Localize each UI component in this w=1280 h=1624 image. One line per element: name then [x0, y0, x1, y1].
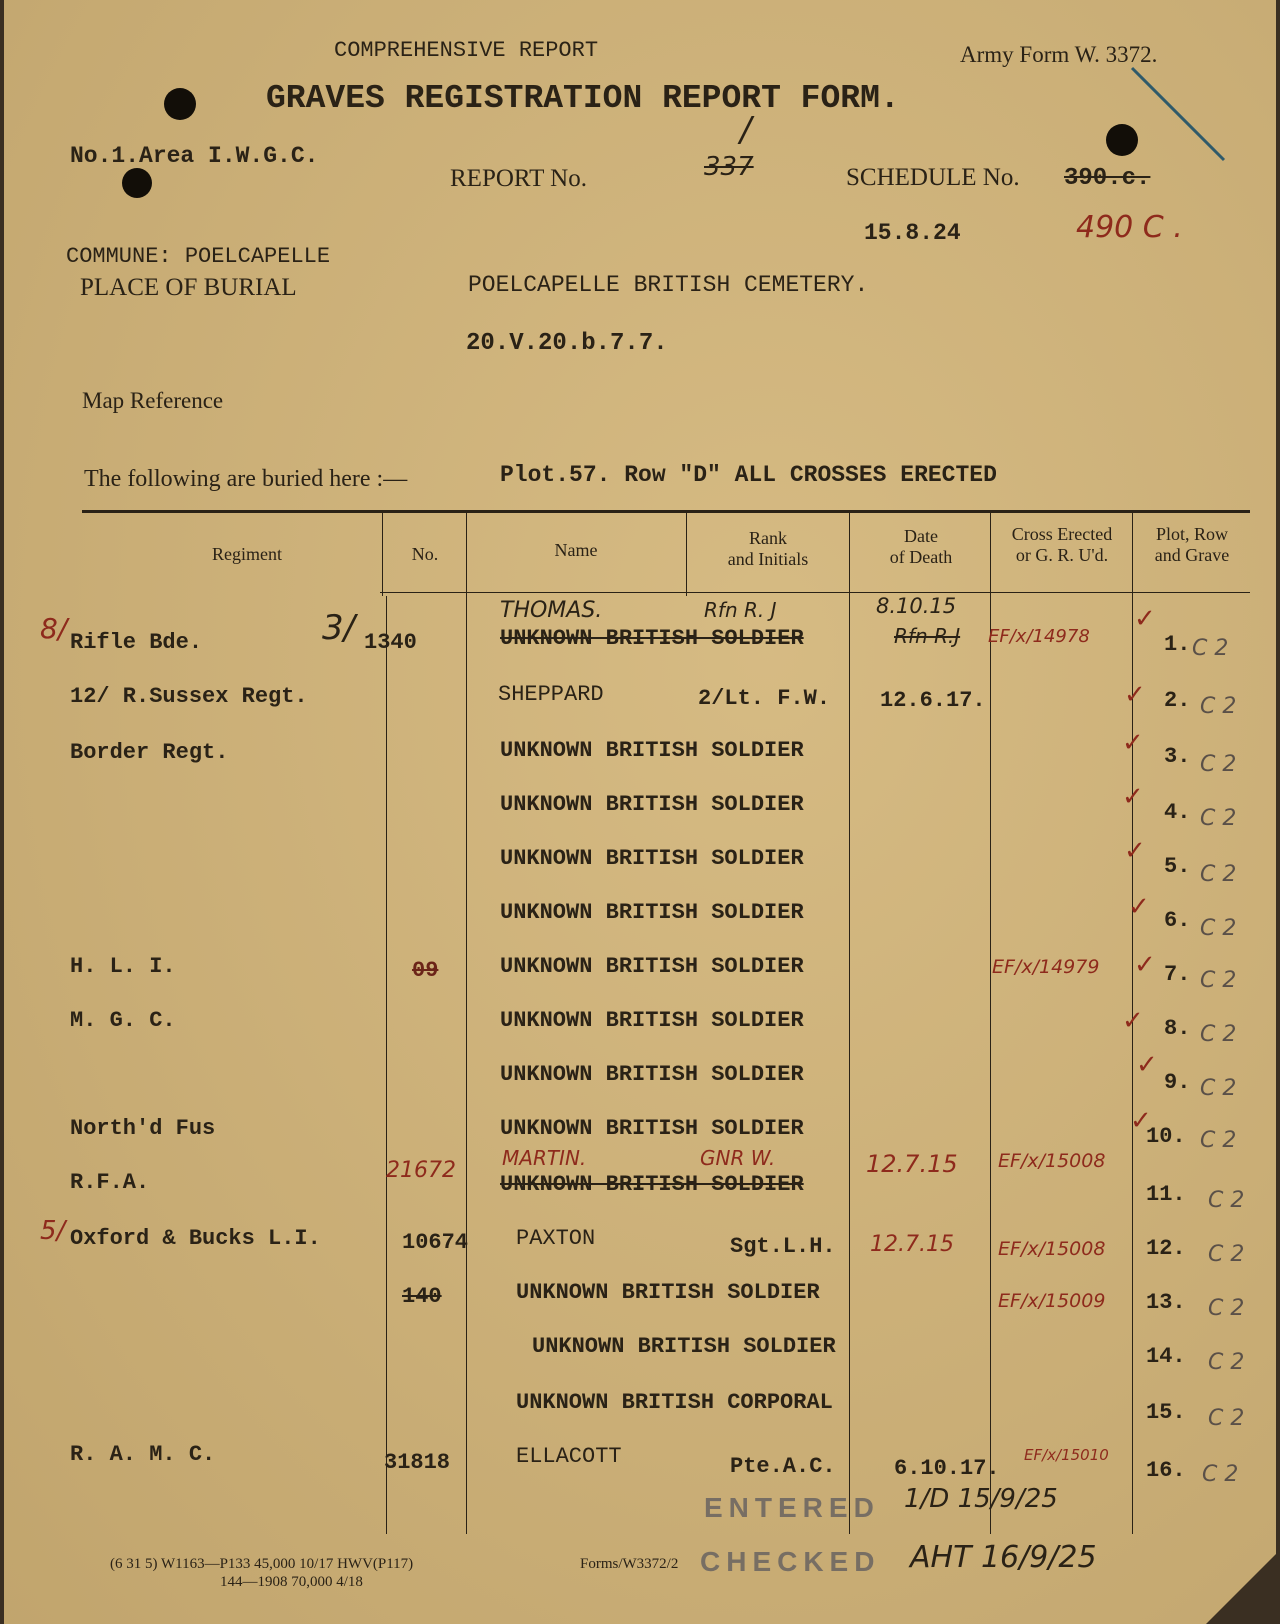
- rank-header-line2: and Initials: [727, 549, 809, 569]
- area-label: No.1.Area I.W.G.C.: [70, 143, 319, 169]
- row-number: 31818: [384, 1450, 451, 1475]
- rank-header-line1: Rank: [749, 528, 787, 548]
- row-rank: Sgt.L.H.: [730, 1234, 836, 1259]
- pencil-slash-mark: [1124, 60, 1234, 170]
- check-mark: ✓: [1122, 728, 1144, 758]
- column-header-cross: [992, 524, 1132, 566]
- row-name-crossed-out: UNKNOWN BRITISH SOLDIER: [500, 1172, 804, 1197]
- table-header-rule: [380, 592, 1250, 593]
- comprehensive-report-label: COMPREHENSIVE REPORT: [334, 38, 599, 63]
- column-header-name: Name: [554, 540, 598, 560]
- report-date: 15.8.24: [864, 220, 961, 246]
- row-date-handwritten: 12.7.15: [870, 1232, 954, 1257]
- row-grave-pencil: C 2: [1200, 916, 1237, 941]
- plot-header-line1: Plot, Row: [1155, 524, 1229, 544]
- check-mark: ✓: [1122, 782, 1144, 812]
- column-header-plot: [1134, 524, 1250, 566]
- report-form-sheet: [4, 0, 1276, 1624]
- checked-initials: AHT 16/9/25: [910, 1540, 1097, 1575]
- row-number-crossed-out: 140: [402, 1284, 442, 1309]
- row-grave-pencil: C 2: [1202, 1462, 1239, 1487]
- row-grave-number: 11.: [1146, 1182, 1186, 1207]
- row-grave-number: 16.: [1146, 1458, 1186, 1483]
- date-header-line2: of Death: [889, 547, 953, 567]
- schedule-number-new: 490 C .: [1076, 210, 1183, 245]
- row-cross-reference: EF/x/15009: [998, 1290, 1106, 1312]
- punch-hole: [122, 168, 152, 198]
- row-name: UNKNOWN BRITISH SOLDIER: [500, 900, 804, 925]
- column-divider: [990, 512, 991, 1534]
- torn-corner: [1206, 1554, 1276, 1624]
- row-grave-number: 12.: [1146, 1236, 1186, 1261]
- row-regiment: H. L. I.: [70, 954, 176, 979]
- column-header-date: [854, 526, 988, 568]
- row-number: 10674: [402, 1230, 469, 1255]
- row-rank-handwritten: Rfn R. J: [704, 598, 777, 622]
- row-grave-pencil: C 2: [1200, 694, 1237, 719]
- row-name: UNKNOWN BRITISH SOLDIER: [500, 846, 804, 871]
- row-grave-number: 13.: [1146, 1290, 1186, 1315]
- column-divider: [466, 512, 467, 1534]
- row-name: PAXTON: [516, 1226, 596, 1251]
- check-mark: ✓: [1134, 604, 1156, 634]
- form-title: GRAVES REGISTRATION REPORT FORM.: [266, 80, 900, 117]
- row-grave-number: 8.: [1164, 1016, 1191, 1041]
- form-reference: Forms/W3372/2: [580, 1556, 679, 1572]
- table-top-rule: [82, 510, 1250, 513]
- report-number-new: /: [740, 110, 752, 150]
- row-name-handwritten: MARTIN.: [502, 1146, 587, 1170]
- entered-stamp: ENTERED: [704, 1492, 880, 1523]
- column-header-rank: [690, 528, 846, 570]
- row-grave-number: 4.: [1164, 800, 1191, 825]
- row-regiment: R.F.A.: [70, 1170, 150, 1195]
- row-grave-number: 2.: [1164, 688, 1191, 713]
- row-name: ELLACOTT: [516, 1444, 622, 1469]
- commune-value: POELCAPELLE: [184, 244, 331, 269]
- date-header-line1: Date: [904, 526, 938, 546]
- check-mark: ✓: [1122, 1006, 1144, 1036]
- row-grave-pencil: C 2: [1200, 806, 1237, 831]
- row-grave-number: 10.: [1146, 1124, 1186, 1149]
- row-grave-number: 3.: [1164, 744, 1191, 769]
- row-grave-number: 6.: [1164, 908, 1191, 933]
- battalion-prefix: 5/: [40, 1216, 66, 1246]
- row-number-crossed-out: 09: [412, 958, 439, 983]
- row-grave-pencil: C 2: [1208, 1406, 1245, 1431]
- battalion-prefix: 8/: [40, 612, 68, 645]
- punch-hole: [164, 88, 196, 120]
- row-cross-reference: EF/x/14978: [988, 626, 1090, 647]
- row-grave-number: 5.: [1164, 854, 1191, 879]
- row-grave-pencil: C 2: [1200, 862, 1237, 887]
- check-mark: ✓: [1130, 1106, 1152, 1136]
- report-number-label: REPORT No.: [450, 165, 587, 192]
- map-reference-label: Map Reference: [82, 388, 224, 413]
- check-mark: ✓: [1124, 680, 1146, 710]
- row-grave-pencil: C 2: [1200, 968, 1237, 993]
- row-regiment: Rifle Bde.: [70, 630, 203, 655]
- row-grave-pencil: C 2: [1208, 1188, 1245, 1213]
- plot-header-line2: and Grave: [1154, 545, 1230, 565]
- row-rank: Pte.A.C.: [730, 1454, 836, 1479]
- schedule-number-old: 390.c.: [1064, 165, 1151, 192]
- row-date-handwritten: 12.7.15: [866, 1150, 958, 1178]
- row-cross-reference: EF/x/15008: [998, 1238, 1106, 1260]
- schedule-number-label: SCHEDULE No.: [846, 164, 1020, 191]
- row-regiment: R. A. M. C.: [70, 1442, 216, 1467]
- buried-intro: The following are buried here :—: [84, 466, 408, 492]
- row-name: UNKNOWN BRITISH CORPORAL: [516, 1390, 833, 1415]
- column-header-regiment: Regiment: [212, 544, 282, 564]
- map-reference-value: 20.V.20.b.7.7.: [466, 330, 668, 357]
- commune-field: [66, 244, 330, 269]
- row-name: UNKNOWN BRITISH SOLDIER: [500, 738, 804, 763]
- column-divider: [686, 512, 687, 596]
- row-regiment: North'd Fus: [70, 1116, 216, 1141]
- row-name: UNKNOWN BRITISH SOLDIER: [500, 1116, 804, 1141]
- row-grave-pencil: C 2: [1208, 1296, 1245, 1321]
- row-name: UNKNOWN BRITISH SOLDIER: [500, 792, 804, 817]
- row-name: UNKNOWN BRITISH SOLDIER: [500, 954, 804, 979]
- row-grave-number: 14.: [1146, 1344, 1186, 1369]
- row-grave-pencil: C 2: [1200, 752, 1237, 777]
- place-of-burial-label: PLACE OF BURIAL: [80, 274, 297, 301]
- row-cross-reference: EF/x/15010: [1024, 1446, 1109, 1464]
- row-grave-pencil: C 2: [1208, 1242, 1245, 1267]
- row-regiment: 12/ R.Sussex Regt.: [70, 684, 308, 709]
- row-cross-reference: EF/x/14979: [992, 956, 1100, 978]
- row-grave-pencil: C 2: [1192, 636, 1229, 661]
- row-number-handwritten: 21672: [386, 1158, 456, 1183]
- cross-header-line1: Cross Erected: [1011, 524, 1113, 544]
- row-rank-handwritten: GNR W.: [700, 1146, 776, 1170]
- row-grave-number: 7.: [1164, 962, 1191, 987]
- column-divider: [849, 512, 850, 1534]
- column-divider: [386, 596, 387, 1534]
- row-name-handwritten: THOMAS.: [500, 598, 603, 623]
- row-grave-pencil: C 2: [1200, 1076, 1237, 1101]
- print-code-line1: (6 31 5) W1163—P133 45,000 10/17 HWV(P117): [110, 1556, 414, 1572]
- row-regiment: M. G. C.: [70, 1008, 176, 1033]
- row-name: SHEPPARD: [498, 682, 604, 707]
- row-date: 12.6.17.: [880, 688, 986, 713]
- column-header-no: No.: [411, 544, 439, 564]
- row-grave-number: 9.: [1164, 1070, 1191, 1095]
- row-date-crossed-out: Rfn R.J: [894, 624, 961, 648]
- commune-label: COMMUNE:: [66, 244, 172, 269]
- place-of-burial-value: POELCAPELLE BRITISH CEMETERY.: [468, 272, 869, 298]
- check-mark: ✓: [1128, 892, 1150, 922]
- print-code-line2: 144—1908 70,000 4/18: [220, 1574, 363, 1590]
- check-mark: ✓: [1134, 950, 1156, 980]
- row-date-handwritten: 8.10.15: [876, 594, 957, 618]
- cross-header-line2: or G. R. U'd.: [1015, 545, 1109, 565]
- report-number-old: 337: [704, 152, 754, 182]
- army-form-number: Army Form W. 3372.: [960, 42, 1158, 67]
- row-date: 6.10.17.: [894, 1456, 1000, 1481]
- buried-detail: Plot.57. Row "D" ALL CROSSES ERECTED: [500, 462, 997, 488]
- check-mark: ✓: [1136, 1050, 1158, 1080]
- row-grave-number: 15.: [1146, 1400, 1186, 1425]
- row-grave-number: 1.: [1164, 632, 1191, 657]
- row-rank: 2/Lt. F.W.: [698, 686, 831, 711]
- column-divider: [382, 512, 383, 596]
- row-regiment: Border Regt.: [70, 740, 229, 765]
- row-name: UNKNOWN BRITISH SOLDIER: [516, 1280, 820, 1305]
- row-grave-pencil: C 2: [1200, 1022, 1237, 1047]
- row-name: UNKNOWN BRITISH SOLDIER: [500, 1062, 804, 1087]
- row-number-handwritten: 3/: [322, 608, 356, 648]
- row-name-crossed-out: UNKNOWN BRITISH SOLDIER: [500, 626, 804, 651]
- row-cross-reference: EF/x/15008: [998, 1150, 1106, 1172]
- row-name: UNKNOWN BRITISH SOLDIER: [500, 1008, 804, 1033]
- entered-initials: 1/D 15/9/25: [904, 1484, 1058, 1514]
- row-grave-pencil: C 2: [1200, 1128, 1237, 1153]
- row-regiment: Oxford & Bucks L.I.: [70, 1226, 321, 1251]
- checked-stamp: CHECKED: [700, 1546, 881, 1577]
- row-number: 1340: [364, 630, 417, 655]
- row-grave-pencil: C 2: [1208, 1350, 1245, 1375]
- row-name: UNKNOWN BRITISH SOLDIER: [532, 1334, 836, 1359]
- check-mark: ✓: [1124, 836, 1146, 866]
